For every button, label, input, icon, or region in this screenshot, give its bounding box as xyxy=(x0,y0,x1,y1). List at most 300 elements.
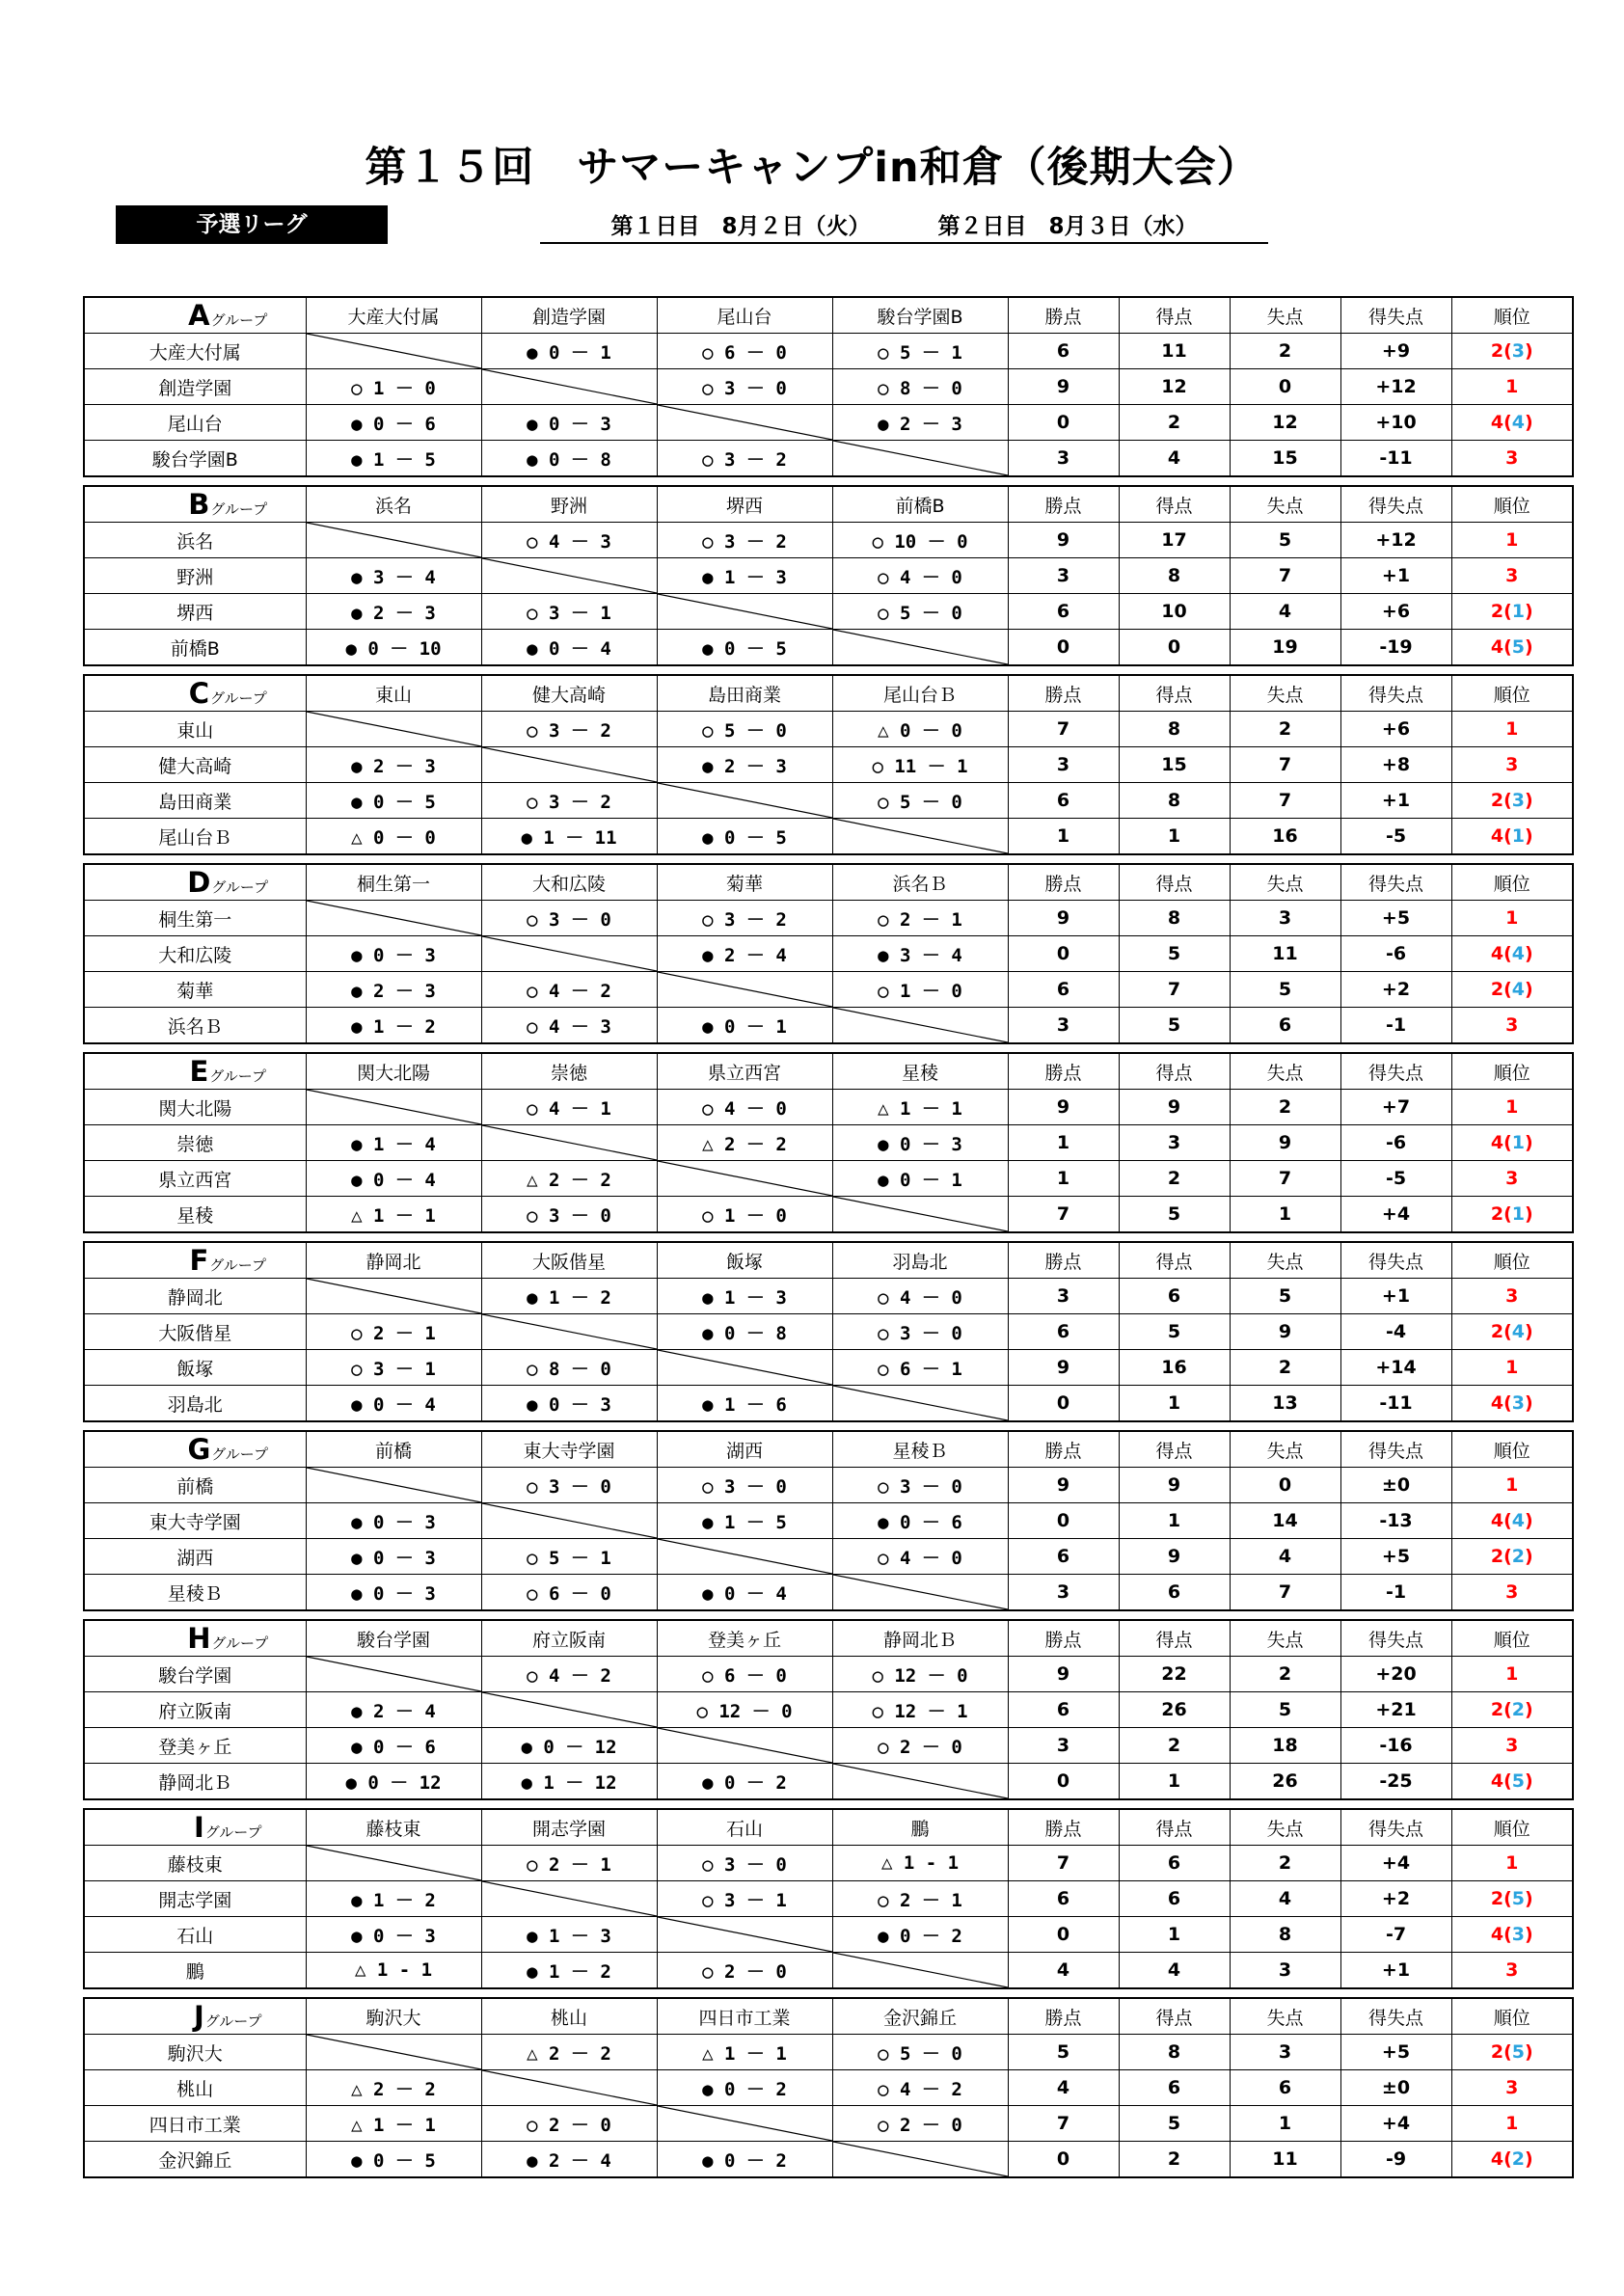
rank-main: 2 xyxy=(1490,790,1504,811)
team-name: 島田商業 xyxy=(84,783,306,819)
column-header-ga: 失点 xyxy=(1230,864,1340,901)
match-result: ● 0 － 8 xyxy=(481,441,657,477)
match-result: △ 1 － 1 xyxy=(306,2106,481,2142)
group-name xyxy=(84,1809,306,1846)
group-table-c xyxy=(83,674,1574,855)
rank-value xyxy=(1451,1539,1573,1575)
rank-value xyxy=(1451,405,1573,441)
rank-value xyxy=(1451,1503,1573,1539)
goal-diff: +5 xyxy=(1340,901,1451,936)
goals-against: 9 xyxy=(1230,1125,1340,1161)
goals-against: 5 xyxy=(1230,1692,1340,1728)
rank-sub: 3 xyxy=(1511,1924,1525,1945)
goal-diff: +1 xyxy=(1340,1953,1451,1989)
goals-for: 12 xyxy=(1119,369,1230,405)
goal-diff: -19 xyxy=(1340,630,1451,666)
goals-for: 1 xyxy=(1119,1917,1230,1953)
diagonal-cell xyxy=(481,936,657,972)
goals-against: 3 xyxy=(1230,1953,1340,1989)
team-name: 鵬 xyxy=(84,1953,306,1989)
goals-for: 4 xyxy=(1119,1953,1230,1989)
column-team-header: 大和広陵 xyxy=(481,864,657,901)
match-result: ○ 4 － 0 xyxy=(832,1279,1008,1314)
column-team-header: 府立阪南 xyxy=(481,1620,657,1657)
match-result: ○ 4 － 2 xyxy=(481,972,657,1008)
match-result: ● 0 － 12 xyxy=(481,1728,657,1764)
match-result: ● 0 － 4 xyxy=(306,1386,481,1422)
rank-sub: 3 xyxy=(1511,790,1525,811)
goals-for: 7 xyxy=(1119,972,1230,1008)
team-row xyxy=(84,1657,1573,1692)
rank-main: 2 xyxy=(1490,1699,1504,1720)
match-result: ○ 8 － 0 xyxy=(481,1350,657,1386)
team-row xyxy=(84,558,1573,594)
rank-paren: ( xyxy=(1503,1510,1512,1531)
rank-main: 2 xyxy=(1490,601,1504,622)
match-result: ● 2 － 3 xyxy=(306,594,481,630)
diagonal-cell xyxy=(306,712,481,747)
rank-main: 3 xyxy=(1505,447,1519,469)
diagonal-cell xyxy=(832,1197,1008,1233)
rank-paren: ) xyxy=(1524,1924,1533,1945)
group-table-d xyxy=(83,863,1574,1044)
rank-value xyxy=(1451,1161,1573,1197)
points: 0 xyxy=(1008,936,1119,972)
match-result: △ 2 － 2 xyxy=(481,1161,657,1197)
column-header-gd: 得失点 xyxy=(1340,1998,1451,2035)
rank-main: 1 xyxy=(1505,907,1519,929)
group-letter: B xyxy=(188,488,210,521)
day1-date: 第１日目 8月２日（火） xyxy=(610,213,871,239)
column-team-header: 東大寺学園 xyxy=(481,1431,657,1468)
goals-against: 13 xyxy=(1230,1386,1340,1422)
team-row xyxy=(84,1314,1573,1350)
points: 0 xyxy=(1008,405,1119,441)
team-row xyxy=(84,1881,1573,1917)
match-result: ● 1 － 6 xyxy=(657,1386,832,1422)
column-header-gf: 得点 xyxy=(1119,297,1230,334)
stage-label: 予選リーグ xyxy=(116,205,388,244)
match-result: ○ 12 － 0 xyxy=(832,1657,1008,1692)
goals-against: 7 xyxy=(1230,1161,1340,1197)
goals-against: 7 xyxy=(1230,783,1340,819)
match-result: ○ 4 － 1 xyxy=(481,1090,657,1125)
column-header-gd: 得失点 xyxy=(1340,1809,1451,1846)
rank-sub: 4 xyxy=(1511,1510,1525,1531)
rank-paren: ) xyxy=(1524,1699,1533,1720)
goals-against: 8 xyxy=(1230,1917,1340,1953)
goal-diff: +6 xyxy=(1340,712,1451,747)
match-result: ○ 3 － 0 xyxy=(481,1468,657,1503)
team-row xyxy=(84,1539,1573,1575)
points: 6 xyxy=(1008,972,1119,1008)
rank-main: 4 xyxy=(1490,943,1504,964)
goals-for: 8 xyxy=(1119,2035,1230,2070)
points: 7 xyxy=(1008,1197,1119,1233)
goals-for: 5 xyxy=(1119,1197,1230,1233)
rank-paren: ) xyxy=(1524,636,1533,658)
column-team-header: 浜名 xyxy=(306,486,481,523)
rank-value xyxy=(1451,972,1573,1008)
match-result: ● 0 － 3 xyxy=(306,1539,481,1575)
team-row xyxy=(84,747,1573,783)
match-result: ○ 4 － 2 xyxy=(832,2070,1008,2106)
goal-diff: -1 xyxy=(1340,1575,1451,1611)
goals-for: 3 xyxy=(1119,1125,1230,1161)
goal-diff: -6 xyxy=(1340,936,1451,972)
rank-value xyxy=(1451,1125,1573,1161)
match-result: ● 1 － 2 xyxy=(306,1881,481,1917)
team-name: 前橋B xyxy=(84,630,306,666)
diagonal-cell xyxy=(657,1728,832,1764)
match-result: △ 1 － 1 xyxy=(832,1090,1008,1125)
goals-for: 2 xyxy=(1119,1728,1230,1764)
column-header-rank: 順位 xyxy=(1451,1809,1573,1846)
group-letter: I xyxy=(193,1811,204,1844)
team-row xyxy=(84,1090,1573,1125)
rank-value xyxy=(1451,1692,1573,1728)
rank-main: 3 xyxy=(1505,754,1519,775)
rank-main: 1 xyxy=(1505,718,1519,740)
team-name: 浜名Ｂ xyxy=(84,1008,306,1044)
rank-value xyxy=(1451,1764,1573,1800)
team-row xyxy=(84,334,1573,369)
goals-against: 2 xyxy=(1230,1657,1340,1692)
column-header-ga: 失点 xyxy=(1230,675,1340,712)
match-result: ○ 2 － 1 xyxy=(832,1881,1008,1917)
match-result: ● 0 － 5 xyxy=(306,783,481,819)
team-name: 羽島北 xyxy=(84,1386,306,1422)
goals-against: 0 xyxy=(1230,369,1340,405)
team-row xyxy=(84,819,1573,855)
team-row xyxy=(84,901,1573,936)
goals-against: 2 xyxy=(1230,1846,1340,1881)
goal-diff: +20 xyxy=(1340,1657,1451,1692)
goal-diff: -16 xyxy=(1340,1728,1451,1764)
points: 4 xyxy=(1008,1953,1119,1989)
rank-paren: ) xyxy=(1524,979,1533,1000)
team-name: 星稜Ｂ xyxy=(84,1575,306,1611)
points: 6 xyxy=(1008,594,1119,630)
goal-diff: +2 xyxy=(1340,972,1451,1008)
rank-paren: ( xyxy=(1503,412,1512,433)
group-suffix: グループ xyxy=(204,1823,262,1841)
column-header-gd: 得失点 xyxy=(1340,1242,1451,1279)
group-header-row xyxy=(84,1620,1573,1657)
goals-for: 6 xyxy=(1119,1279,1230,1314)
rank-sub: 5 xyxy=(1511,2041,1525,2063)
match-result: ○ 3 － 0 xyxy=(832,1314,1008,1350)
column-team-header: 大産大付属 xyxy=(306,297,481,334)
rank-paren: ) xyxy=(1524,1510,1533,1531)
group-header-row xyxy=(84,1242,1573,1279)
goals-against: 4 xyxy=(1230,594,1340,630)
group-header-row xyxy=(84,1053,1573,1090)
goals-against: 11 xyxy=(1230,2142,1340,2178)
rank-sub: 4 xyxy=(1511,979,1525,1000)
column-team-header: 桃山 xyxy=(481,1998,657,2035)
column-header-rank: 順位 xyxy=(1451,864,1573,901)
rank-main: 1 xyxy=(1505,1357,1519,1378)
points: 7 xyxy=(1008,712,1119,747)
team-row xyxy=(84,936,1573,972)
match-result: ● 0 － 3 xyxy=(306,1575,481,1611)
match-result: ○ 3 － 2 xyxy=(657,523,832,558)
match-result: ○ 4 － 0 xyxy=(657,1090,832,1125)
column-header-ga: 失点 xyxy=(1230,1809,1340,1846)
match-result: ● 2 － 3 xyxy=(657,747,832,783)
goal-diff: -6 xyxy=(1340,1125,1451,1161)
goals-against: 7 xyxy=(1230,1575,1340,1611)
goals-for: 16 xyxy=(1119,1350,1230,1386)
goal-diff: +12 xyxy=(1340,523,1451,558)
rank-value xyxy=(1451,747,1573,783)
rank-main: 3 xyxy=(1505,1014,1519,1036)
group-letter: E xyxy=(189,1055,209,1088)
goals-against: 5 xyxy=(1230,523,1340,558)
match-result: ○ 3 － 0 xyxy=(657,1846,832,1881)
points: 0 xyxy=(1008,2142,1119,2178)
diagonal-cell xyxy=(657,783,832,819)
diagonal-cell xyxy=(657,1161,832,1197)
match-result: ● 2 － 3 xyxy=(306,972,481,1008)
goals-against: 7 xyxy=(1230,747,1340,783)
match-result: ● 1 － 2 xyxy=(481,1279,657,1314)
team-name: 静岡北 xyxy=(84,1279,306,1314)
team-row xyxy=(84,405,1573,441)
rank-value xyxy=(1451,783,1573,819)
points: 6 xyxy=(1008,1314,1119,1350)
column-team-header: 開志学園 xyxy=(481,1809,657,1846)
column-header-gd: 得失点 xyxy=(1340,1431,1451,1468)
group-name xyxy=(84,297,306,334)
column-header-ga: 失点 xyxy=(1230,1998,1340,2035)
match-result: ● 0 － 6 xyxy=(306,1728,481,1764)
match-result: △ 2 － 2 xyxy=(306,2070,481,2106)
group-suffix: グループ xyxy=(211,1445,269,1463)
rank-paren: ) xyxy=(1524,601,1533,622)
goals-against: 15 xyxy=(1230,441,1340,477)
rank-value xyxy=(1451,523,1573,558)
team-name: 石山 xyxy=(84,1917,306,1953)
column-header-rank: 順位 xyxy=(1451,297,1573,334)
diagonal-cell xyxy=(306,523,481,558)
diagonal-cell xyxy=(832,630,1008,666)
match-result: ○ 6 － 0 xyxy=(657,1657,832,1692)
points: 9 xyxy=(1008,1468,1119,1503)
match-result: ● 1 － 11 xyxy=(481,819,657,855)
match-result: ● 3 － 4 xyxy=(306,558,481,594)
group-header-row xyxy=(84,1431,1573,1468)
match-result: △ 1 － 1 xyxy=(306,1197,481,1233)
points: 6 xyxy=(1008,1881,1119,1917)
match-result: ○ 5 － 1 xyxy=(481,1539,657,1575)
rank-value xyxy=(1451,1350,1573,1386)
team-name: 藤枝東 xyxy=(84,1846,306,1881)
rank-value xyxy=(1451,936,1573,972)
column-header-rank: 順位 xyxy=(1451,675,1573,712)
goal-diff: +14 xyxy=(1340,1350,1451,1386)
column-header-gf: 得点 xyxy=(1119,1998,1230,2035)
rank-value xyxy=(1451,819,1573,855)
rank-paren: ) xyxy=(1524,2041,1533,2063)
team-name: 静岡北Ｂ xyxy=(84,1764,306,1800)
rank-paren: ( xyxy=(1503,1924,1512,1945)
goals-against: 2 xyxy=(1230,334,1340,369)
goals-for: 11 xyxy=(1119,334,1230,369)
goal-diff: +6 xyxy=(1340,594,1451,630)
group-suffix: グループ xyxy=(204,2012,262,2030)
column-header-wins: 勝点 xyxy=(1008,864,1119,901)
rank-main: 3 xyxy=(1505,1735,1519,1756)
goal-diff: +9 xyxy=(1340,334,1451,369)
column-team-header: 駿台学園 xyxy=(306,1620,481,1657)
goal-diff: +21 xyxy=(1340,1692,1451,1728)
match-result: ○ 11 － 1 xyxy=(832,747,1008,783)
goals-for: 4 xyxy=(1119,441,1230,477)
match-result: ○ 3 － 2 xyxy=(481,712,657,747)
team-name: 大産大付属 xyxy=(84,334,306,369)
group-letter: G xyxy=(187,1433,211,1466)
goal-diff: +1 xyxy=(1340,558,1451,594)
column-team-header: 県立西宮 xyxy=(657,1053,832,1090)
match-result: ○ 1 － 0 xyxy=(306,369,481,405)
match-result: ● 0 － 10 xyxy=(306,630,481,666)
match-result: ○ 2 － 0 xyxy=(657,1953,832,1989)
match-result: ○ 4 － 0 xyxy=(832,1539,1008,1575)
rank-value xyxy=(1451,1846,1573,1881)
rank-main: 4 xyxy=(1490,825,1504,847)
column-team-header: 前橋B xyxy=(832,486,1008,523)
rank-paren: ( xyxy=(1503,1132,1512,1153)
points: 9 xyxy=(1008,369,1119,405)
points: 7 xyxy=(1008,1846,1119,1881)
rank-main: 1 xyxy=(1505,1663,1519,1685)
page-title: 第１５回 サマーキャンプin和倉（後期大会） xyxy=(365,144,1259,192)
team-row xyxy=(84,1953,1573,1989)
rank-sub: 1 xyxy=(1511,825,1525,847)
team-row xyxy=(84,369,1573,405)
rank-paren: ( xyxy=(1503,1203,1512,1225)
rank-main: 4 xyxy=(1490,1392,1504,1414)
rank-main: 2 xyxy=(1490,340,1504,362)
team-name: 創造学園 xyxy=(84,369,306,405)
group-tables xyxy=(83,296,1572,2186)
column-team-header: 野洲 xyxy=(481,486,657,523)
goal-diff: +10 xyxy=(1340,405,1451,441)
match-result: ● 0 － 5 xyxy=(657,630,832,666)
group-letter: F xyxy=(189,1244,209,1277)
match-result: ○ 1 － 0 xyxy=(832,972,1008,1008)
goal-diff: +5 xyxy=(1340,2035,1451,2070)
goals-against: 0 xyxy=(1230,1468,1340,1503)
rank-paren: ) xyxy=(1524,340,1533,362)
team-row xyxy=(84,1503,1573,1539)
group-letter: C xyxy=(188,677,209,710)
rank-paren: ) xyxy=(1524,1888,1533,1909)
column-team-header: 登美ヶ丘 xyxy=(657,1620,832,1657)
team-name: 東山 xyxy=(84,712,306,747)
rank-sub: 1 xyxy=(1511,1132,1525,1153)
goal-diff: ±0 xyxy=(1340,2070,1451,2106)
points: 0 xyxy=(1008,1764,1119,1800)
rank-value xyxy=(1451,2142,1573,2178)
group-table-f xyxy=(83,1241,1574,1422)
goal-diff: +1 xyxy=(1340,783,1451,819)
match-result: ● 0 － 1 xyxy=(481,334,657,369)
match-result: △ 1 - 1 xyxy=(306,1953,481,1989)
goal-diff: +4 xyxy=(1340,1197,1451,1233)
rank-value xyxy=(1451,1090,1573,1125)
match-result: ● 0 － 5 xyxy=(657,819,832,855)
goal-diff: -9 xyxy=(1340,2142,1451,2178)
match-result: ○ 5 － 0 xyxy=(832,594,1008,630)
rank-sub: 1 xyxy=(1511,601,1525,622)
column-team-header: 駒沢大 xyxy=(306,1998,481,2035)
column-team-header: 湖西 xyxy=(657,1431,832,1468)
goals-against: 16 xyxy=(1230,819,1340,855)
column-header-ga: 失点 xyxy=(1230,486,1340,523)
goals-against: 6 xyxy=(1230,2070,1340,2106)
diagonal-cell xyxy=(832,1008,1008,1044)
goals-against: 5 xyxy=(1230,972,1340,1008)
match-result: △ 1 － 1 xyxy=(657,2035,832,2070)
team-name: 駿台学園B xyxy=(84,441,306,477)
goals-against: 3 xyxy=(1230,901,1340,936)
goals-for: 5 xyxy=(1119,1008,1230,1044)
rank-paren: ( xyxy=(1503,1888,1512,1909)
rank-value xyxy=(1451,334,1573,369)
goals-against: 7 xyxy=(1230,558,1340,594)
points: 0 xyxy=(1008,1386,1119,1422)
rank-paren: ( xyxy=(1503,1392,1512,1414)
rank-sub: 3 xyxy=(1511,1392,1525,1414)
rank-value xyxy=(1451,441,1573,477)
match-result: △ 0 － 0 xyxy=(306,819,481,855)
team-row xyxy=(84,1728,1573,1764)
rank-value xyxy=(1451,1314,1573,1350)
column-team-header: 駿台学園B xyxy=(832,297,1008,334)
team-name: 登美ヶ丘 xyxy=(84,1728,306,1764)
goals-for: 6 xyxy=(1119,1575,1230,1611)
goals-for: 26 xyxy=(1119,1692,1230,1728)
team-name: 前橋 xyxy=(84,1468,306,1503)
match-result: ○ 3 － 0 xyxy=(481,901,657,936)
points: 0 xyxy=(1008,1917,1119,1953)
rank-value xyxy=(1451,2070,1573,2106)
match-result: ● 0 － 2 xyxy=(832,1917,1008,1953)
match-result: ○ 3 － 2 xyxy=(657,901,832,936)
group-name xyxy=(84,1242,306,1279)
team-row xyxy=(84,1350,1573,1386)
rank-main: 1 xyxy=(1505,1096,1519,1118)
group-name xyxy=(84,675,306,712)
match-result: ○ 5 － 0 xyxy=(657,712,832,747)
match-result: △ 1 - 1 xyxy=(832,1846,1008,1881)
match-result: ● 1 － 12 xyxy=(481,1764,657,1800)
goals-against: 11 xyxy=(1230,936,1340,972)
match-result: ○ 10 － 0 xyxy=(832,523,1008,558)
rank-value xyxy=(1451,1008,1573,1044)
group-header-row xyxy=(84,297,1573,334)
match-result: ○ 2 － 1 xyxy=(306,1314,481,1350)
goals-against: 1 xyxy=(1230,1197,1340,1233)
rank-sub: 1 xyxy=(1511,1203,1525,1225)
goals-against: 1 xyxy=(1230,2106,1340,2142)
rank-main: 4 xyxy=(1490,1132,1504,1153)
rank-value xyxy=(1451,1468,1573,1503)
column-team-header: 堺西 xyxy=(657,486,832,523)
